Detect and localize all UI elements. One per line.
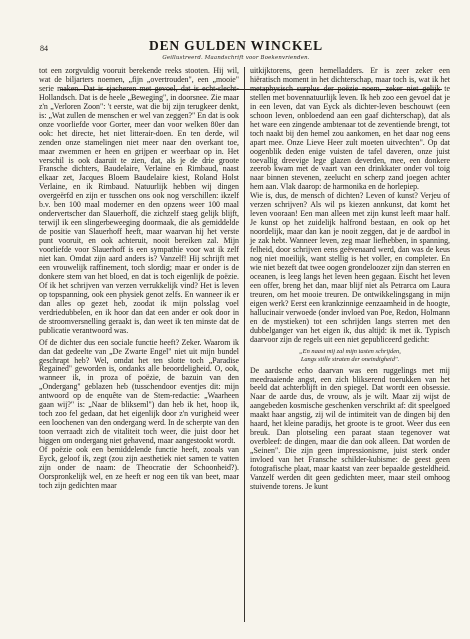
right-column xyxy=(250,67,450,492)
quote-line-2: Langs stille straten der oneindigheid". xyxy=(300,355,400,363)
column-divider xyxy=(244,67,245,622)
left-paragraph-3: Of poëzie ook een bemiddelende functie heeft, zooals van Eyck, geloof ik, zegt (zou zijn aesthetiek niet samen te vatten zijn onder de naam: de Theocratie der Schoonheid?). Oorspronkelijk wel, en ze heeft er nog een tik van beet, maar toch zijn gedichten maar xyxy=(39,445,239,490)
left-paragraph-1: tot een zorgvuldig vooruit berekende reeks stooten. Hij wil, wat de biljarters noemen, „fijn „overtrouden", een „mooie" serie maken. Dat is sjacheren met gevoel, dat is echt-slecht-Hollandsch. Dat is de heele „Beweging", in doorsnee. Zie maar z'n „Verloren Zoon": 't eerste, wat die bij zijn terugkeer denkt, is: „Wat zullen de menschen er wel van zeggen?" En dat is ook onze voorliefde voor Gorter, meer dan voor welken 80er dan ook: het directe, het niet litterair-doen. En ten derde, wil zenden onze stamelingen niet meer naar den overkant toe, maar zwemmen er heen en grijpen er weerbaar op in. Het verschil is ook daaruit te zien, dat, als je de drie groote Fransche dichters, Baudelaire, Verlaine en Rimbaud, naast elkaar zet, Jacques Bloem Baudelaire kiest, Roland Holst Verlaine, en ik Rimbaud. Natuurlijk hebben wij dingen overgeërfd en zijn er tusschen ons ook nog verschillen: ikzelf b.v. ben 100 maal moderner en den opzens weer 100 maal ondervertscher dan Slauerhoff, die zichzelf staeg gelijk blijft, terwijl ik een slingerbeweeging doormaak, die als gemiddelde de positie van Slauerhoff heeft, maar waarvan hij het verste punt vooruit, en ook achteruit, nooit bereiken zal. Mijn voorliefde voor Slauerhoff is een sympathie voor wat ik zelf niet kan. Omdat zijn aard anders is? Vanzelf! Hij schrijft met een vrouwelijk raffinement, toch slordig; maar er onder is de donkere stem van het bloed, en dat is toch eigenlijk de poëzie. Of ik het schrijven van verzen verrukkelijk vind? Het is leven op topspanning, ook een physiek genot zelfs. En wanneer ik er dan alles op gezet heb, zoodat ik mijn polsslag voel verdriedubbelen, en ik hoor dan dat een ander er ook door in de stroomversnelling geraakt is, dan weet ik ten minste dat de publicatie verantwoord was. xyxy=(39,66,239,335)
left-paragraph-2: Of de dichter dus een sociale functie heeft? Zeker. Waarom ik dan dat gedeelte van „De Zwarte Engel" niet uit mijn bundel geschrapt heb? Wel, omdat het ten slotte toch „Paradise Regained" geworden is, ondanks alle beoordeligheid. O, ook, wanneer ik, in proza of poëzie, de bazuin van den „Ondergang" geblazen heb (tusschendoor eventjes dit: mijn antwoord op de enquête van de Stem-redactie: „Waarheen gaan wij?" is: „Naar de blikseml") dan heb ik het, hoop ik, toch zoo fel gedaan, dat het eigenlijk door z'n vurigheid weer een loochenen van den ondergang werd. In de scherpte van den toon verraadt zich de vitaliteit toch weer, die juist door het higgen om ondergang niet gehavend, maar aangestookt wordt. xyxy=(39,337,239,446)
journal-subtitle: Geillustreerd. Maandschrift voor Boekenvrienden. xyxy=(162,55,310,61)
quote-line-1: „En naast mij zal mijn tasten schrijden, xyxy=(299,347,401,355)
page-header xyxy=(22,34,450,64)
page-number: 84 xyxy=(40,44,48,53)
right-paragraph-1: uitkijktorens, geen hemelladders. Er is zeer zeker een hiëratisch moment in het dichterschap, maar toch is, wat ik het metaphysisch surplus der poëzie noem, zeker niet gelijk te stellen met bovennatuurlijk leven. Ik heb zoo een gevoel dat je in een leven, dat van Eyck als dichter-leven beschouwt (een schoon leven, onbloedend aan een gaaf dichterschap), dat als het ware een zingende ambtenaar tot de zeventiende brengt, tot toch naakt bij den hemel zou aankomen, en het daar nog eens apart mee. Onze Lieve Heer zult moeten uitvechten". Op dat oogenblik deden enige vuisten de tafel daveren, onze juist toevallig dreevige lege glazen deverden, mee, een donkere zeerob kwam met de vaart van een drinkkater onder vol toig naar binnen stevenen, zeelucht en scherp zand joegen achter hem aan. Vlak daarop: de harmonika en de horlepiep. xyxy=(250,66,450,192)
left-column xyxy=(39,67,239,491)
poem-quote xyxy=(250,348,450,364)
right-paragraph-2: Wie is, dus, de mensch of dichten? Leven of kunst? Verjeu of verzen schrijven? Als wil ps kiezen annkunst, dat komt het leven vooraan! Een man alleen met zijn kunst leeft maar half. Je kunst op het zuidelijk halfrond bestaan, en ook op het noordelijk, maar dan kan je nooit zeggen, dat je de aardbol in je zak hebt. Wanneer leven, zeg maar liefhebben, in spanning, felheid, door schrijven eens geëvenaard werd, dan was de keus nog niet moeilijk, want stellig is het voller, en completer. En wie niet bezeft dat twee oogen grondeloozer zijn dan sterren en oceanen, is leeg langs het leven heen gegaan. Eischt het leven een offer, breng het dan, maar blijf niet als Petrarca om Laura treuren, om het mooie treuren. De ontwikkelingsgang in mijn eigen werk? Eerst een krankzinnige eenzaamheid in de hoogte, hallucinair verwoede (onder invloed van Poe, Redon, Holmann en de mystieken) tot een schrijden langs sterren met den dubbelganger van het eigen ik, dus altijd: ik met ik. Typisch daarvoor zijn de regels uit een niet gepubliceerd gedicht: xyxy=(250,191,450,344)
journal-title: DEN GULDEN WINCKEL xyxy=(149,38,323,53)
right-paragraph-3: De aardsche echo daarvan was een ruggelings met mij meedraaiende angst, een zich blikserend toerukken van het beeld dat achterblijft in den spiegel. Dat wordt een obsessie. Naar de aarde dus, de vrouw, als je wilt. Maar zij wijst de aangebeden kosmische geschenken verschrikt af: dit speelgoed maakt haar angstig, zij wil de intimiteit van de dingen bij den haard, het kleine paradijs, het groote is te groot. Weer dus een breuk. Dan plotseling een paraat staan tegenover wat overbleef: de dingen, maar die dan ook alleen. Dat worden de „Seinen". Die zijn geen impressionisme, juist sterk onder invloed van het Fransche schilder-kubisme: de geest geen fotografische plaat, maar kaatst van zeer bepaalde gesteldheid. Vanzelf werden dit geen gedichten meer, maar steil omhoog stuivende torens. Je kunt xyxy=(250,365,450,491)
